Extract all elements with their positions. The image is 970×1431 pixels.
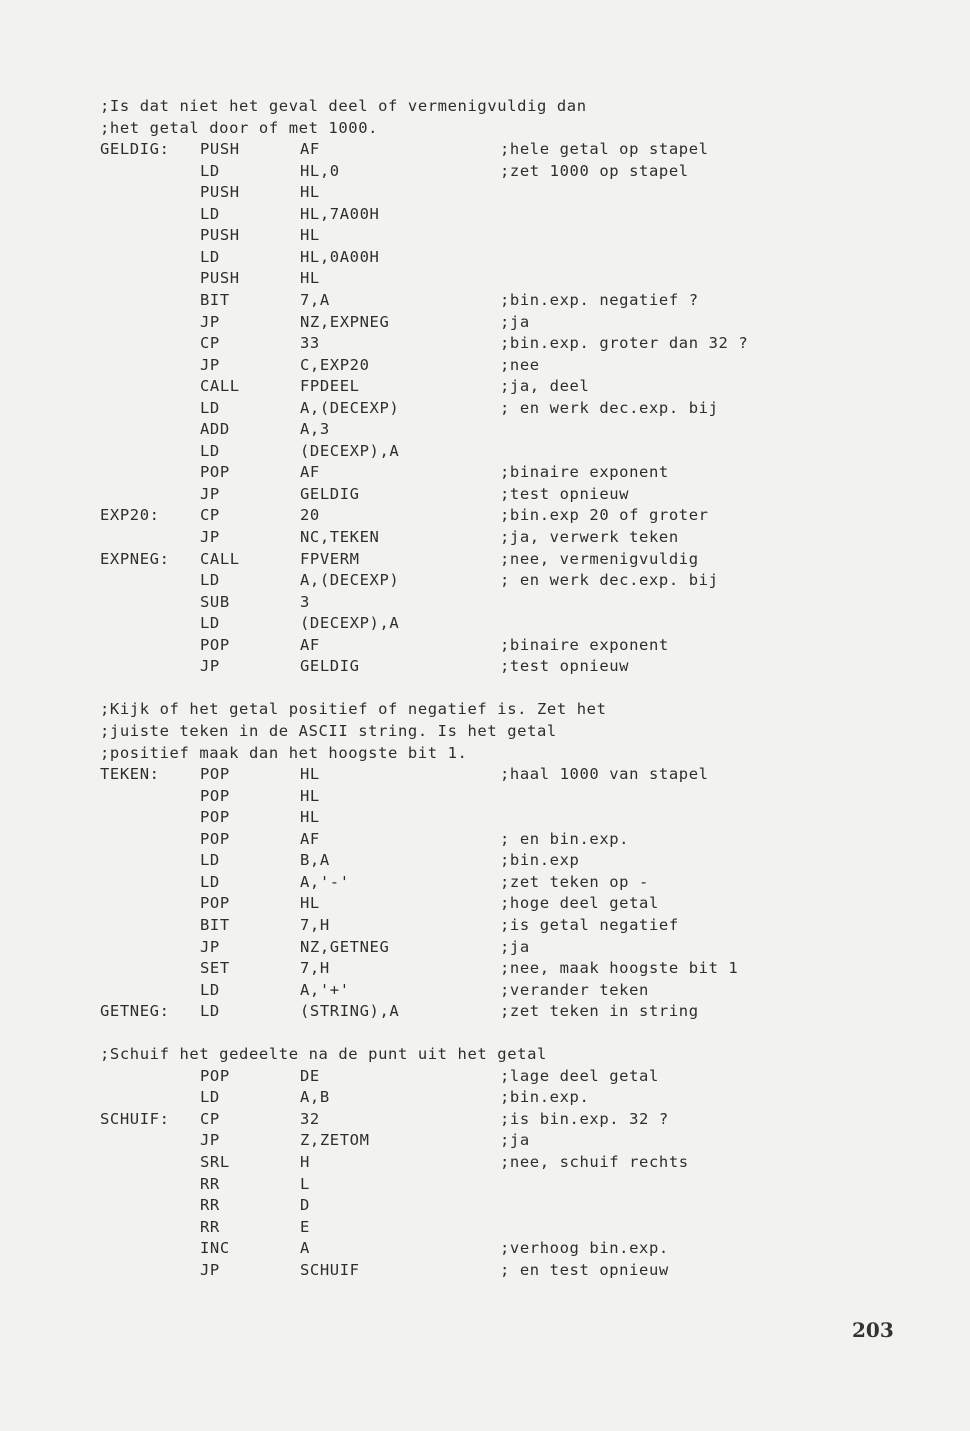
opcode: CALL (200, 549, 240, 568)
opcode: SUB (200, 592, 230, 611)
page-number: 203 (852, 1318, 894, 1342)
opcode: POP (200, 765, 230, 784)
opcode: RR (200, 1174, 220, 1193)
inline-comment: ;hoge deel getal (500, 894, 659, 913)
opcode: LD (200, 247, 220, 266)
operand: 33 (300, 334, 320, 353)
inline-comment: ;zet 1000 op stapel (500, 161, 689, 180)
operand: 7,A (300, 291, 330, 309)
operand: 7,H (300, 915, 330, 934)
inline-comment: ;zet teken op - (500, 872, 649, 891)
operand: AF (300, 140, 320, 159)
inline-comment: ;haal 1000 van stapel (500, 765, 709, 784)
operand: (STRING),A (300, 1002, 400, 1021)
operand: E (300, 1217, 310, 1236)
inline-comment: ;ja, verwerk teken (500, 528, 679, 546)
operand: Z,ZETOM (300, 1131, 370, 1150)
operand: NZ,GETNEG (300, 937, 390, 956)
operand: H (300, 1153, 310, 1171)
inline-comment: ;nee, schuif rechts (500, 1153, 689, 1171)
inline-comment: ;zet teken in string (500, 1002, 699, 1021)
opcode: POP (200, 635, 230, 654)
operand: HL (300, 226, 320, 245)
inline-comment: ; en werk dec.exp. bij (500, 398, 719, 417)
opcode: POP (200, 463, 230, 482)
opcode: POP (200, 894, 230, 913)
inline-comment: ;verander teken (500, 980, 649, 999)
inline-comment: ;ja (500, 1131, 530, 1150)
opcode: JP (200, 657, 220, 676)
label: TEKEN: (100, 765, 160, 784)
operand: A (300, 1239, 310, 1258)
label: EXP20: (100, 506, 160, 525)
inline-comment: ;hele getal op stapel (500, 140, 709, 159)
inline-comment: ;ja (500, 937, 530, 956)
inline-comment: ;is bin.exp. 32 ? (500, 1109, 669, 1128)
operand: HL,0A00H (300, 247, 380, 266)
inline-comment: ;binaire exponent (500, 463, 669, 482)
operand: NZ,EXPNEG (300, 312, 390, 331)
comment-text: ;Kijk of het getal positief of negatief is. Zet het (100, 700, 607, 719)
comment-text: ;Schuif het gedeelte na de punt uit het getal (100, 1045, 547, 1064)
opcode: CP (200, 334, 220, 353)
opcode: JP (200, 484, 220, 503)
operand: A,'-' (300, 872, 350, 891)
opcode: ADD (200, 420, 230, 439)
operand: DE (300, 1066, 320, 1085)
operand: A,3 (300, 420, 330, 439)
operand: HL (300, 269, 320, 288)
operand: B,A (300, 851, 330, 870)
inline-comment: ;nee, vermenigvuldig (500, 549, 699, 568)
operand: HL (300, 894, 320, 913)
inline-comment: ;ja, deel (500, 377, 590, 396)
operand: AF (300, 463, 320, 482)
inline-comment: ;is getal negatief (500, 915, 679, 934)
operand: SCHUIF (300, 1260, 360, 1279)
opcode: LD (200, 571, 220, 590)
opcode: JP (200, 355, 220, 374)
opcode: LD (200, 441, 220, 460)
opcode: JP (200, 528, 220, 546)
operand: HL (300, 183, 320, 202)
label: GELDIG: (100, 140, 170, 159)
operand: FPDEEL (300, 377, 360, 396)
inline-comment: ;bin.exp (500, 851, 580, 870)
operand: (DECEXP),A (300, 441, 400, 460)
operand: A,'+' (300, 980, 350, 999)
inline-comment: ;lage deel getal (500, 1066, 659, 1085)
inline-comment: ;bin.exp. (500, 1088, 590, 1107)
opcode: LD (200, 1088, 220, 1107)
opcode: LD (200, 980, 220, 999)
opcode: POP (200, 1066, 230, 1085)
opcode: PUSH (200, 140, 240, 159)
inline-comment: ; en werk dec.exp. bij (500, 571, 719, 590)
opcode: SET (200, 959, 230, 977)
comment-text: ;juiste teken in de ASCII string. Is het getal (100, 722, 557, 740)
operand: A,(DECEXP) (300, 398, 400, 417)
comment-text: ;positief maak dan het hoogste bit 1. (100, 743, 468, 762)
comment-text: ;het getal door of met 1000. (100, 118, 379, 137)
opcode: LD (200, 204, 220, 223)
inline-comment: ; en bin.exp. (500, 829, 630, 848)
opcode: LD (200, 161, 220, 180)
opcode: SRL (200, 1153, 230, 1171)
operand: HL,0 (300, 161, 340, 180)
label: EXPNEG: (100, 549, 170, 568)
opcode: LD (200, 614, 220, 633)
operand: A,(DECEXP) (300, 571, 400, 590)
opcode: JP (200, 1260, 220, 1279)
operand: HL,7A00H (300, 204, 380, 223)
operand: HL (300, 786, 320, 805)
inline-comment: ;bin.exp. groter dan 32 ? (500, 334, 749, 353)
inline-comment: ;ja (500, 312, 530, 331)
opcode: JP (200, 1131, 220, 1150)
inline-comment: ; en test opnieuw (500, 1260, 669, 1279)
opcode: LD (200, 398, 220, 417)
opcode: BIT (200, 291, 230, 309)
operand: GELDIG (300, 657, 360, 676)
opcode: JP (200, 937, 220, 956)
opcode: PUSH (200, 226, 240, 245)
opcode: BIT (200, 915, 230, 934)
operand: (DECEXP),A (300, 614, 400, 633)
operand: C,EXP20 (300, 355, 370, 374)
opcode: POP (200, 786, 230, 805)
operand: AF (300, 829, 320, 848)
label: SCHUIF: (100, 1109, 170, 1128)
operand: GELDIG (300, 484, 360, 503)
opcode: INC (200, 1239, 230, 1258)
operand: 20 (300, 506, 320, 525)
opcode: JP (200, 312, 220, 331)
operand: 7,H (300, 959, 330, 977)
opcode: CP (200, 1109, 220, 1128)
operand: AF (300, 635, 320, 654)
opcode: CALL (200, 377, 240, 396)
opcode: POP (200, 808, 230, 827)
inline-comment: ;test opnieuw (500, 484, 630, 503)
operand: 32 (300, 1109, 320, 1128)
opcode: RR (200, 1217, 220, 1236)
operand: NC,TEKEN (300, 528, 380, 546)
opcode: PUSH (200, 183, 240, 202)
inline-comment: ;bin.exp. negatief ? (500, 291, 699, 309)
opcode: LD (200, 872, 220, 891)
inline-comment: ;verhoog bin.exp. (500, 1239, 669, 1258)
opcode: PUSH (200, 269, 240, 288)
label: GETNEG: (100, 1002, 170, 1021)
operand: D (300, 1196, 310, 1214)
opcode: LD (200, 851, 220, 870)
inline-comment: ;nee (500, 355, 540, 374)
operand: L (300, 1174, 310, 1193)
inline-comment: ;binaire exponent (500, 635, 669, 654)
inline-comment: ;test opnieuw (500, 657, 630, 676)
operand: HL (300, 808, 320, 827)
operand: FPVERM (300, 549, 360, 568)
opcode: POP (200, 829, 230, 848)
operand: A,B (300, 1088, 330, 1107)
operand: 3 (300, 592, 310, 611)
opcode: LD (200, 1002, 220, 1021)
operand: HL (300, 765, 320, 784)
inline-comment: ;bin.exp 20 of groter (500, 506, 709, 525)
opcode: CP (200, 506, 220, 525)
opcode: RR (200, 1196, 220, 1214)
inline-comment: ;nee, maak hoogste bit 1 (500, 959, 739, 977)
comment-text: ;Is dat niet het geval deel of vermenigvuldig dan (100, 97, 587, 115)
